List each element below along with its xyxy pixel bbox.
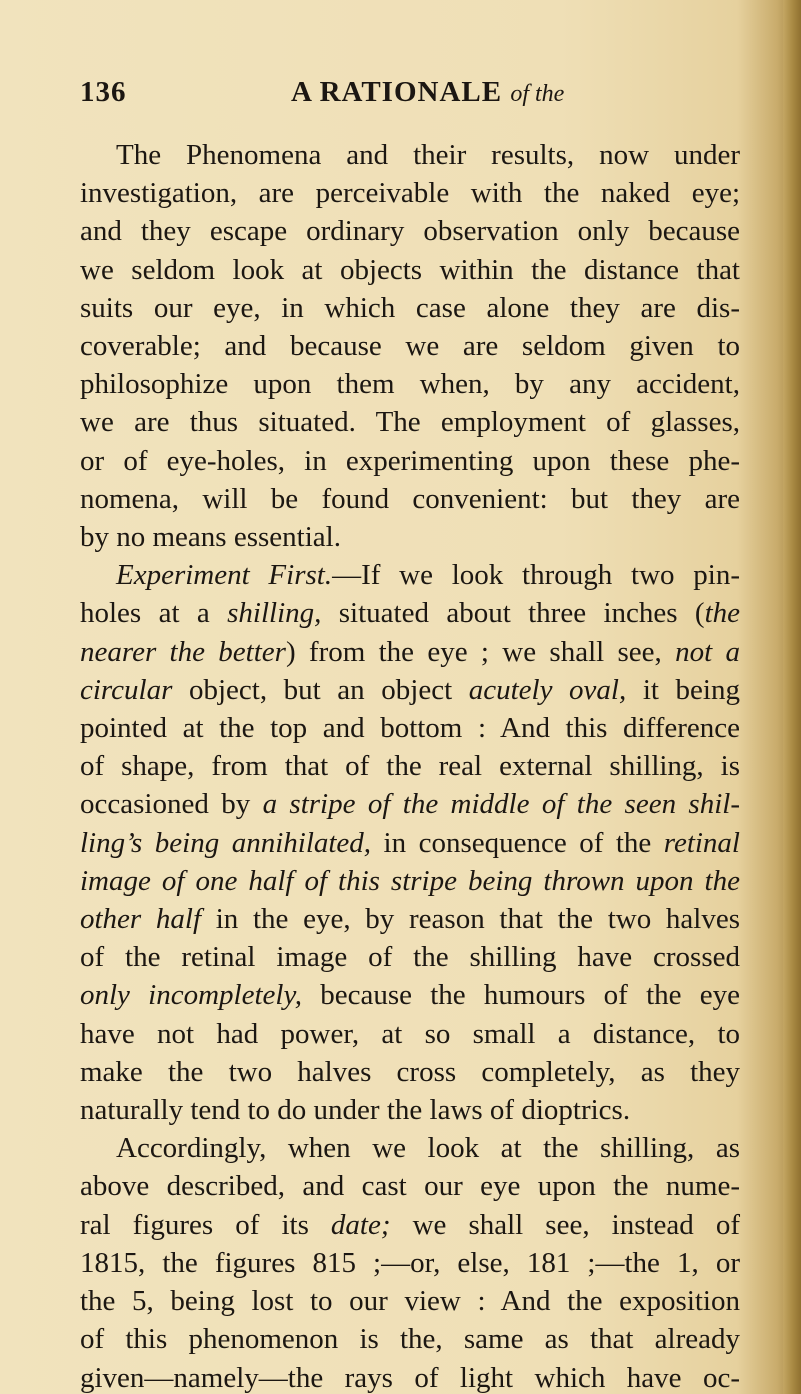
text-line: occasioned by a stripe of the middle of the seen shil- xyxy=(80,788,740,821)
text-line: make the two halves cross completely, as they xyxy=(80,1055,740,1088)
running-title-main: A RATIONALE xyxy=(291,76,503,108)
text-line: of shape, from that of the real external shilling, is xyxy=(80,750,740,783)
text-line: nomena, will be found convenient: but they are xyxy=(80,482,740,515)
running-title-italic: of the xyxy=(510,81,565,107)
page-number: 136 xyxy=(80,76,127,108)
text-line: naturally tend to do under the laws of dioptrics. xyxy=(80,1094,631,1127)
running-title xyxy=(291,76,564,109)
text-line: of the retinal image of the shilling have crossed xyxy=(80,941,740,974)
text-line: other half in the eye, by reason that the two halves xyxy=(80,903,740,936)
text-line: 1815, the figures 815 ;—or, else, 181 ;—the 1, or xyxy=(80,1246,740,1279)
text-line: investigation, are perceivable with the naked eye; xyxy=(80,177,740,210)
text-line: Accordingly, when we look at the shilling, as xyxy=(116,1132,740,1165)
text-line: Experiment First.—If we look through two pin- xyxy=(116,559,740,592)
text-line: the 5, being lost to our view : And the exposition xyxy=(80,1285,740,1318)
text-line: have not had power, at so small a distance, to xyxy=(80,1017,740,1050)
text-line: ral figures of its date; we shall see, instead of xyxy=(80,1208,740,1241)
text-line: we are thus situated. The employment of glasses, xyxy=(80,406,740,439)
text-line: of this phenomenon is the, same as that already xyxy=(80,1323,740,1356)
text-line: we seldom look at objects within the distance that xyxy=(80,253,740,286)
page-edge-shadow xyxy=(783,0,801,1394)
text-line: and they escape ordinary observation only because xyxy=(80,215,740,248)
text-line: nearer the better) from the eye ; we shall see, not a xyxy=(80,635,741,668)
experiment-heading: Experiment First. xyxy=(116,559,333,592)
text-line: The Phenomena and their results, now under xyxy=(116,139,740,171)
text-line: pointed at the top and bottom : And this difference xyxy=(80,712,740,745)
text-line: by no means essential. xyxy=(80,521,341,554)
text-line: philosophize upon them when, by any accident, xyxy=(80,368,740,401)
text-line: coverable; and because we are seldom given to xyxy=(80,330,740,363)
text-line: or of eye-holes, in experimenting upon these phe- xyxy=(80,444,740,477)
running-header xyxy=(80,76,740,116)
text-line: above described, and cast our eye upon the nume- xyxy=(80,1170,740,1203)
text-line: holes at a shilling, situated about three inches (the xyxy=(80,597,740,630)
text-line: ling’s being annihilated, in consequence of the retinal xyxy=(80,826,740,859)
body-text xyxy=(80,136,740,1394)
text-line: image of one half of this stripe being thrown upon the xyxy=(80,864,740,897)
text-line: only incompletely, because the humours of the eye xyxy=(80,979,740,1012)
text-line: suits our eye, in which case alone they are dis- xyxy=(80,291,740,324)
text-line: circular object, but an object acutely oval, it being xyxy=(80,673,740,706)
text-line: given—namely—the rays of light which have oc- xyxy=(80,1361,740,1394)
